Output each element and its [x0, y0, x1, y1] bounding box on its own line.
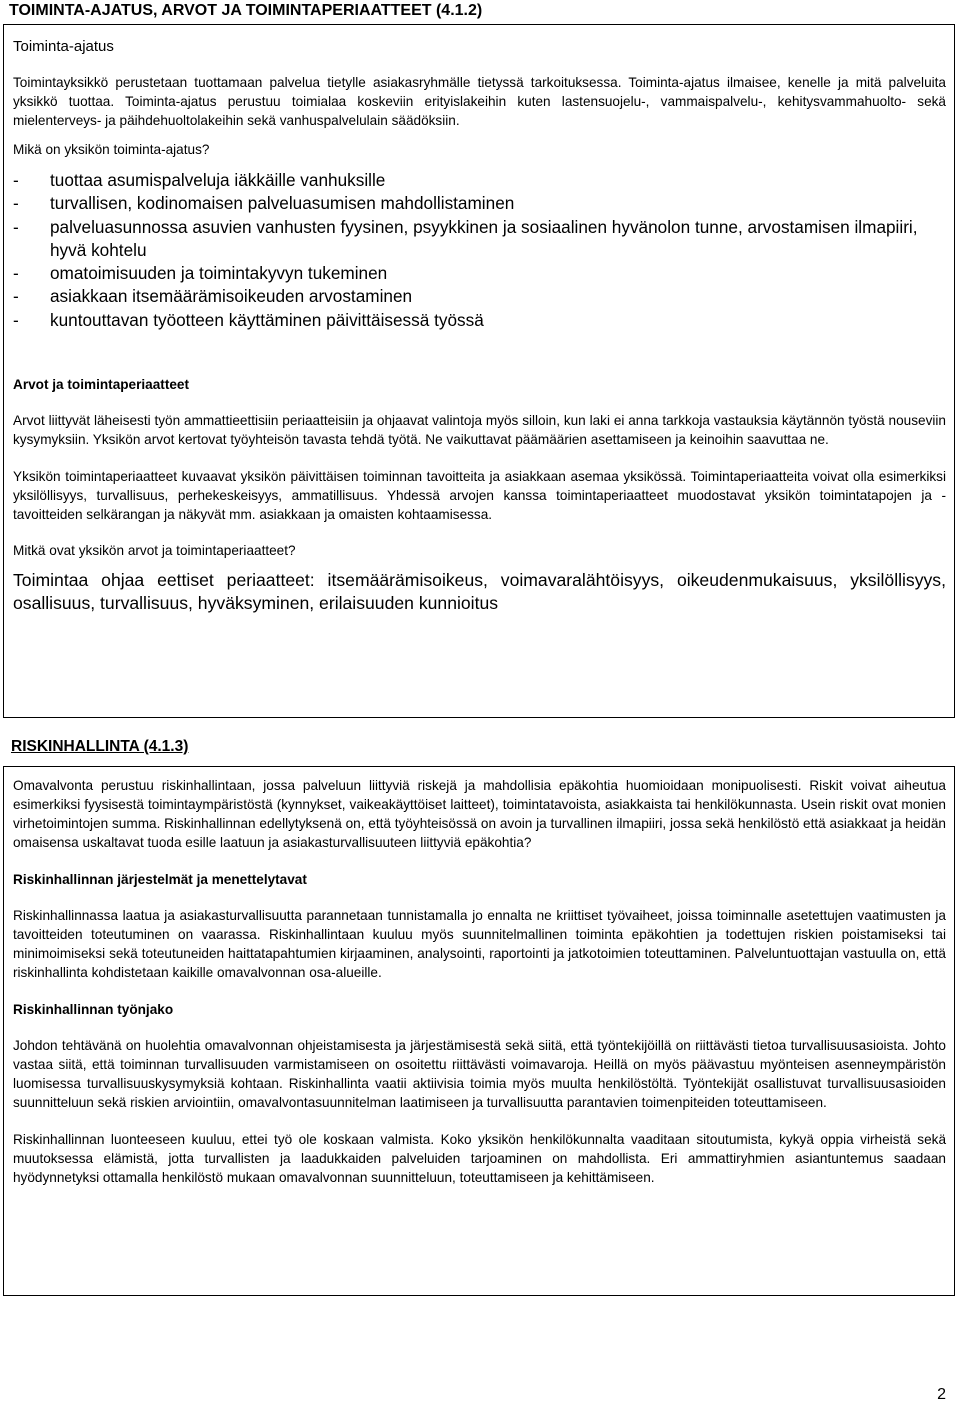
list-item-text: asiakkaan itsemäärämisoikeuden arvostaminen — [50, 286, 413, 307]
risk-systems-heading: Riskinhallinnan järjestelmät ja menettelytavat — [13, 872, 307, 887]
list-item-text: palveluasunnossa asuvien vanhusten fyysinen, psyykkinen ja sosiaalinen hyvänolon tunne, arvostamisen ilmapiiri, hyvä kohtelu — [50, 216, 918, 260]
mission-intro: Toimintayksikkö perustetaan tuottamaan palvelua tietylle asiakasryhmälle tietyssä tarkoituksessa. Toiminta-ajatus ilmaisee, kenelle ja mitä palveluita yksikkö tuottaa. Toiminta-ajatus perustuu toimialaa koskeviin erityislakeihin kuten lastensuojelu-, vammaispalvelu-, kehitysvammahuolto- sekä mielenterveys- ja päihdehuoltolakeihin sekä vanhuspalvelulain säädöksiin. — [13, 75, 946, 128]
list-item — [13, 262, 946, 285]
mission-answer-list — [13, 169, 946, 332]
list-item — [13, 192, 946, 215]
list-item-text: tuottaa asumispalveluja iäkkäille vanhuksille — [50, 170, 386, 190]
list-dash: - — [13, 170, 19, 190]
list-item-text: kuntouttavan työotteen käyttäminen päivittäisessä työssä — [50, 309, 484, 330]
list-item — [13, 169, 946, 192]
mission-heading: Toiminta-ajatus — [13, 38, 114, 55]
mission-values-box — [3, 24, 955, 718]
risk-management-box — [3, 766, 955, 1296]
list-dash: - — [13, 216, 19, 237]
list-dash: - — [13, 286, 19, 307]
risk-systems-paragraph: Riskinhallinnassa laatua ja asiakasturvallisuutta parannetaan tunnistamalla jo ennalta ne kriittiset työvaiheet, joissa toiminnalle asetettujen vaatimusten ja tavoitteiden toteutuminen on vaarassa. Riskinhallintaan kuuluu myös suunnitelmallinen toiminta epäkohtien ja todettujen riskien poistamiseksi tai minimoimiseksi sekä toteutuneiden haittatapahtumien kirjaaminen, analysointi, raportointi ja jatkotoimien toteuttaminen. Palveluntuottajan vastuulla on, että riskinhallinta kohdistetaan kaikille omavalvonnan osa-alueille. — [13, 908, 946, 980]
risk-section-title: RISKINHALLINTA (4.1.3) — [11, 738, 189, 755]
page-number: 2 — [937, 1386, 946, 1403]
document-title: TOIMINTA-AJATUS, ARVOT JA TOIMINTAPERIAATTEET (4.1.2) — [9, 2, 483, 19]
risk-intro-paragraph: Omavalvonta perustuu riskinhallintaan, jossa palveluun liittyviä riskejä ja mahdollisia epäkohtia huomioidaan monipuolisesti. Riskit voivat aiheutua esimerkiksi fyysisestä toimintaympäristöstä (kynnykset, vaikeakäyttöiset laitteet), toimintatavoista, asiakkaista tai henkilökunnasta. Usein riskit ovat monien virhetoimintojen summa. Riskinhallinnan edellytyksenä on, että työyhteisössä on avoin ja turvallinen ilmapiiri, jossa sekä henkilöstö että asiakkaat ja heidän omaisensa uskaltavat tuoda esille laatuun ja asiakasturvallisuuteen liittyviä epäkohtia? — [13, 778, 946, 850]
principles-paragraph: Yksikön toimintaperiaatteet kuvaavat yksikön päivittäisen toiminnan tavoitteita ja asiakkaan asemaa yksikössä. Toimintaperiaatteita voivat olla esimerkiksi yksilöllisyys, turvallisuus, perhekeskeisyys, ammatillisuus. Yhdessä arvojen kanssa toimintaperiaatteet muodostavat yksikön toimintatapojen ja -tavoitteiden selkärangan ja näkyvät mm. asiakkaan ja omaisten kohtaamisessa. — [13, 469, 946, 523]
mission-question: Mikä on yksikön toiminta-ajatus? — [13, 142, 210, 157]
list-item — [13, 216, 946, 263]
list-dash: - — [13, 309, 19, 330]
list-item-text: omatoimisuuden ja toimintakyvyn tukeminen — [50, 263, 388, 284]
values-paragraph: Arvot liittyvät läheisesti työn ammattieettisiin periaatteisiin ja ohjaavat valintoja myös silloin, kun laki ei anna tarkkoja vastauksia käytännön työstä nouseviin kysymyksiin. Yksikön arvot kertovat työyhteisön tavasta tehdä työtä. Ne vaikuttavat päämäärien asettamiseen ja keinoihin saavuttaa ne. — [13, 413, 946, 448]
list-item-text: turvallisen, kodinomaisen palveluasumisen mahdollistaminen — [50, 193, 515, 214]
risk-division-paragraph: Johdon tehtävänä on huolehtia omavalvonnan ohjeistamisesta ja järjestämisestä sekä siitä, että työntekijöillä on riittävästi tietoa turvallisuusasioista. Johto vastaa siitä, että toiminnan turvallisuuden varmistamiseen on osoitettu riittävästi voimavaroja. Heillä on myös päävastuu myönteisen asenneympäristön luomisessa turvallisuuskysymyksiä kohtaan. Riskinhallinta vaatii aktiivisia toimia myös muulta henkilöstöltä. Työntekijät osallistuvat turvallisuusasioiden suunnitteluun sekä riskien arviointiin, omavalvontasuunnitelman laatimiseen ja turvallisuutta parantavien toimenpiteiden toteuttamiseen. — [13, 1038, 946, 1110]
values-question: Mitkä ovat yksikön arvot ja toimintaperiaatteet? — [13, 543, 296, 559]
values-answer: Toimintaa ohjaa eettiset periaatteet: itsemäärämisoikeus, voimavaralähtöisyys, oikeudenmukaisuus, yksilöllisyys, osallisuus, turvallisuus, hyväksyminen, erilaisuuden kunnioitus — [13, 570, 946, 614]
values-heading: Arvot ja toimintaperiaatteet — [13, 377, 190, 393]
risk-nature-paragraph: Riskinhallinnan luonteeseen kuuluu, ettei työ ole koskaan valmista. Koko yksikön henkilökunnalta vaaditaan sitoutumista, kykyä oppia virheistä sekä muutoksessa elämistä, jotta turvallisten ja laadukkaiden palveluiden tarjoaminen on mahdollista. Eri ammattiryhmien asiantuntemus saadaan hyödynnetyksi ottamalla henkilöstö mukaan omavalvonnan suunnitteluun, toteuttamiseen ja kehittämiseen. — [13, 1132, 946, 1185]
list-dash: - — [13, 193, 19, 214]
list-item — [13, 309, 946, 332]
list-item — [13, 285, 946, 308]
list-dash: - — [13, 263, 19, 284]
risk-division-heading: Riskinhallinnan työnjako — [13, 1002, 174, 1017]
